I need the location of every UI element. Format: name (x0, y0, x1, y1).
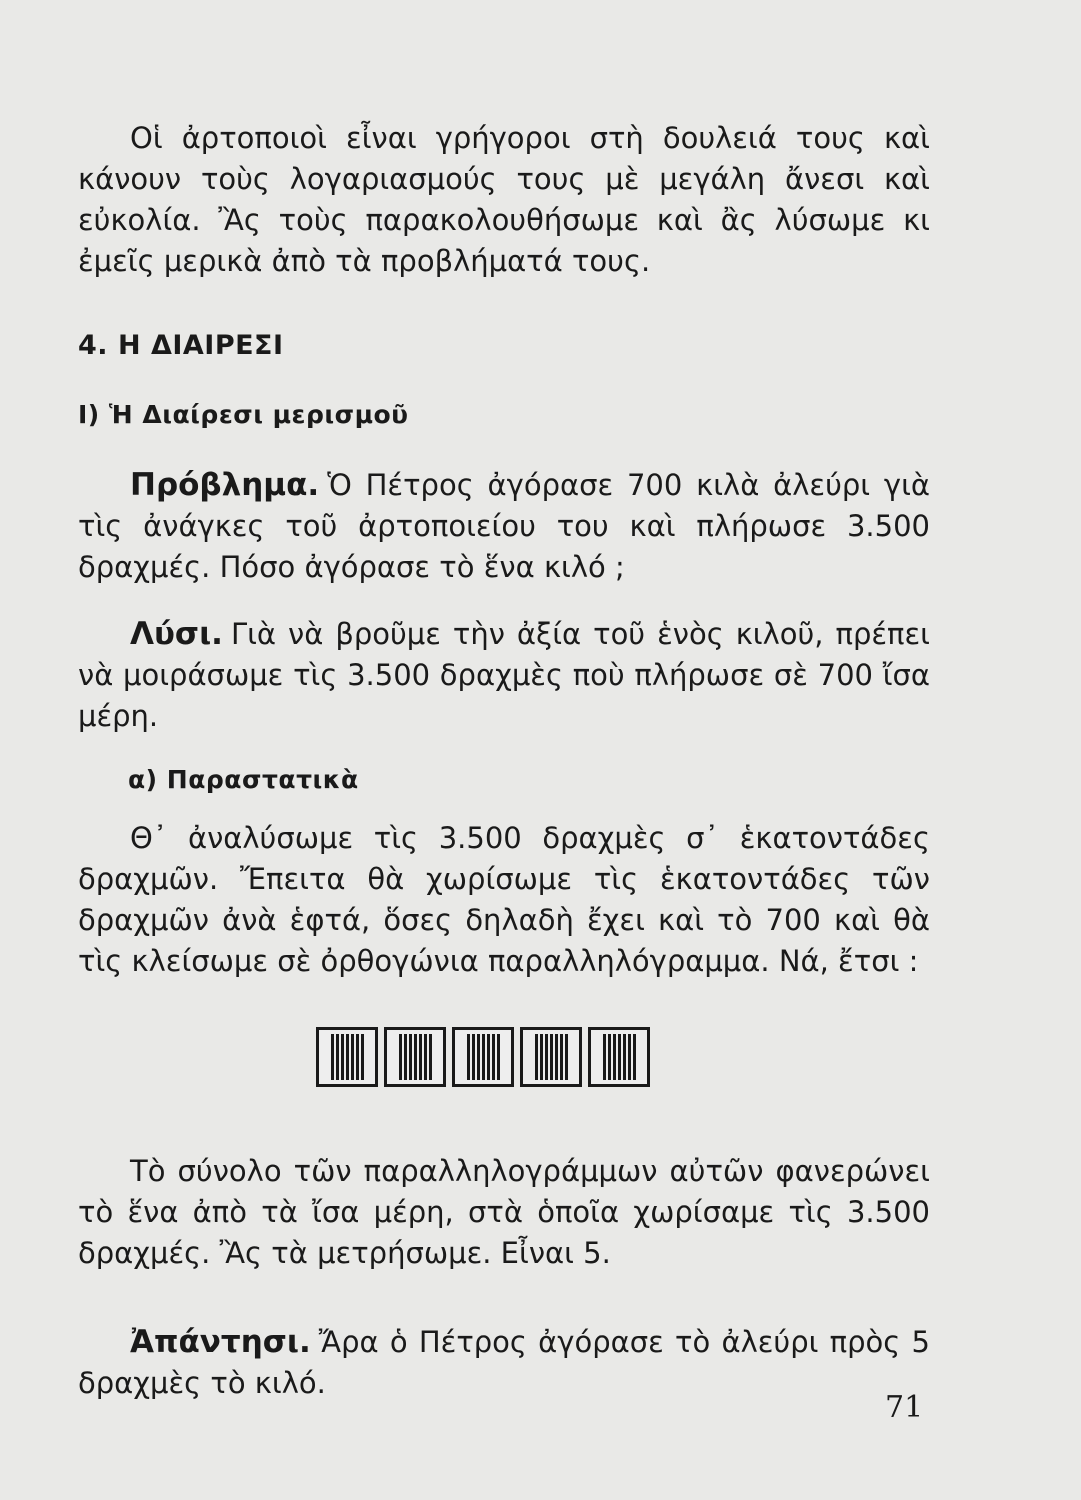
hundred-drachma-bar (487, 1034, 490, 1080)
solution-label: Λύσι. (130, 616, 223, 652)
solution-paragraph (78, 614, 930, 737)
hundred-drachma-bar (565, 1034, 568, 1080)
intro-paragraph: Οἱ ἀρτοποιοὶ εἶναι γρήγοροι στὴ δουλειά τους καὶ κάνουν τοὺς λογαριασμούς τους μὲ μεγάλη ἄνεσι καὶ εὐκολία. Ἂς τοὺς παρακολουθήσωμε καὶ ἂς λύσωμε κι ἐμεῖς μερικὰ ἀπὸ τὰ προβλήματά τους. (78, 121, 930, 278)
answer-text: Ἄρα ὁ Πέτρος ἀγόρασε τὸ ἀλεύρι πρὸς 5 δραχμὲς τὸ κιλό. (78, 1325, 930, 1400)
subsection-title: Ι) Ἡ Διαίρεσι μερισμοῦ (78, 400, 409, 429)
hundred-drachma-bar (545, 1034, 548, 1080)
part-a-title: α) Παραστατικὰ (128, 765, 359, 794)
hundred-drachma-bar (540, 1034, 543, 1080)
hundred-drachma-bar (424, 1034, 427, 1080)
hundred-drachma-bar (560, 1034, 563, 1080)
problem-label: Πρόβλημα. (130, 467, 320, 503)
hundred-drachma-bar (331, 1034, 334, 1080)
hundred-drachma-bar (341, 1034, 344, 1080)
hundred-drachma-bar (618, 1034, 621, 1080)
hundred-drachma-bar (399, 1034, 402, 1080)
problem-text: Ὁ Πέτρος ἀγόρασε 700 κιλὰ ἀλεύρι γιὰ τὶς ἀνάγκες τοῦ ἀρτοποιείου του καὶ πλήρωσε 3.500 δραχμές. Πόσο ἀγόρασε τὸ ἕνα κιλό ; (78, 468, 930, 584)
answer-label: Ἀπάντησι. (130, 1324, 311, 1360)
hundred-drachma-bar (472, 1034, 475, 1080)
hundred-drachma-bar (351, 1034, 354, 1080)
hundreds-group-box (520, 1027, 582, 1087)
hundred-drachma-bar (429, 1034, 432, 1080)
hundred-drachma-bar (356, 1034, 359, 1080)
solution-text: Γιὰ νὰ βροῦμε τὴν ἀξία τοῦ ἑνὸς κιλοῦ, πρέπει νὰ μοιράσωμε τὶς 3.500 δραχμὲς ποὺ πλήρωσε σὲ 700 ἴσα μέρη. (78, 617, 930, 733)
hundreds-group-box (384, 1027, 446, 1087)
hundred-drachma-bar (404, 1034, 407, 1080)
answer-paragraph (78, 1322, 930, 1404)
hundreds-figure (316, 1027, 650, 1087)
part-a-paragraph: Θ᾽ ἀναλύσωμε τὶς 3.500 δραχμὲς σ᾽ ἑκατοντάδες δραχμῶν. Ἔπειτα θὰ χωρίσωμε τὶς ἑκατοντάδες τῶν δραχμῶν ἀνὰ ἑφτά, ὅσες δηλαδὴ ἔχει καὶ τὸ 700 καὶ θὰ τὶς κλείσωμε σὲ ὀρθογώνια παραλληλόγραμμα. Νά, ἔτσι : (78, 821, 930, 978)
hundred-drachma-bar (623, 1034, 626, 1080)
hundred-drachma-bar (550, 1034, 553, 1080)
hundred-drachma-bar (633, 1034, 636, 1080)
section-title: 4. Η ΔΙΑΙΡΕΣΙ (78, 330, 284, 361)
page-number: 71 (885, 1390, 924, 1425)
hundred-drachma-bar (414, 1034, 417, 1080)
hundreds-group-box (452, 1027, 514, 1087)
hundred-drachma-bar (477, 1034, 480, 1080)
hundred-drachma-bar (409, 1034, 412, 1080)
hundred-drachma-bar (555, 1034, 558, 1080)
hundred-drachma-bar (603, 1034, 606, 1080)
hundred-drachma-bar (608, 1034, 611, 1080)
hundred-drachma-bar (613, 1034, 616, 1080)
after-figure-paragraph: Τὸ σύνολο τῶν παραλληλογράμμων αὐτῶν φανερώνει τὸ ἕνα ἀπὸ τὰ ἴσα μέρη, στὰ ὁποῖα χωρίσαμε τὶς 3.500 δραχμές. Ἂς τὰ μετρήσωμε. Εἶναι 5. (78, 1154, 930, 1270)
hundred-drachma-bar (361, 1034, 364, 1080)
hundred-drachma-bar (419, 1034, 422, 1080)
hundred-drachma-bar (482, 1034, 485, 1080)
hundred-drachma-bar (336, 1034, 339, 1080)
hundred-drachma-bar (535, 1034, 538, 1080)
hundred-drachma-bar (346, 1034, 349, 1080)
hundreds-group-box (588, 1027, 650, 1087)
problem-paragraph (78, 465, 930, 588)
hundred-drachma-bar (492, 1034, 495, 1080)
hundred-drachma-bar (628, 1034, 631, 1080)
hundreds-group-box (316, 1027, 378, 1087)
hundred-drachma-bar (467, 1034, 470, 1080)
hundred-drachma-bar (497, 1034, 500, 1080)
